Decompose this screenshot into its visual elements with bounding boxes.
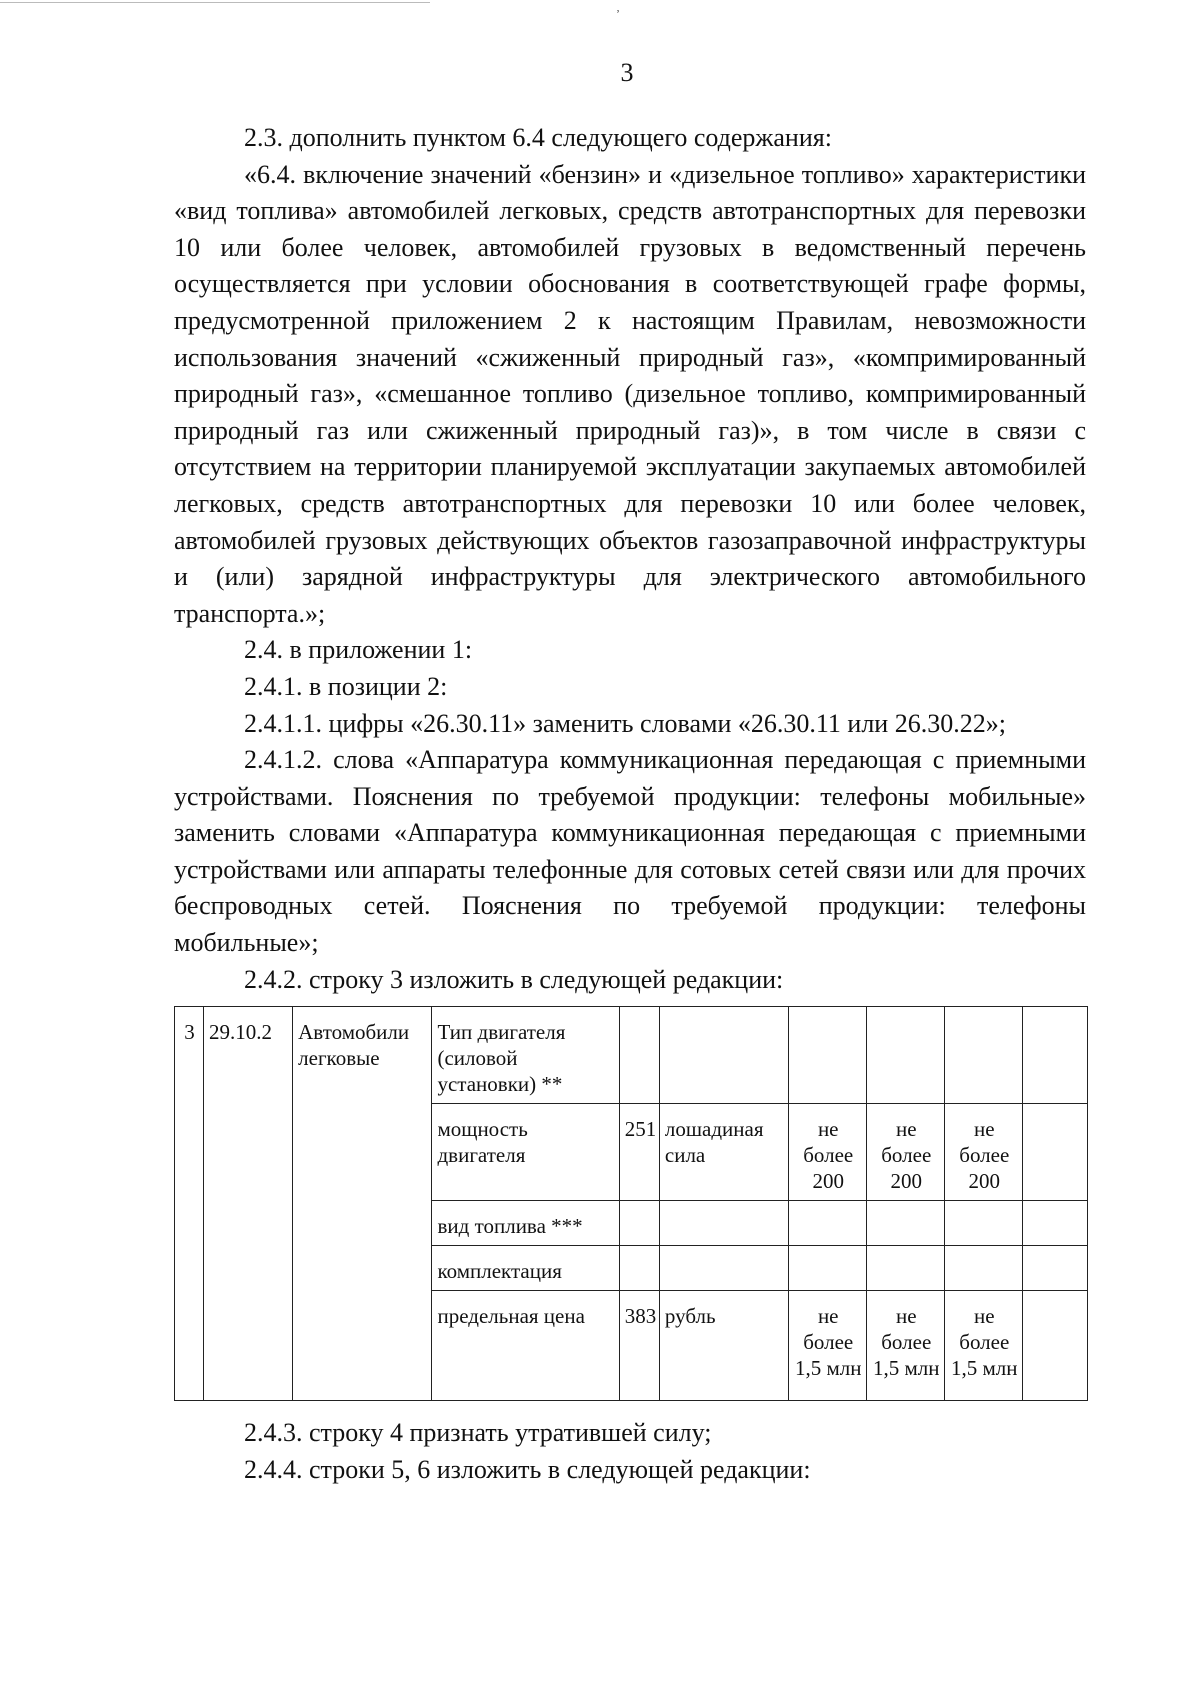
empty-cell <box>1023 1007 1088 1104</box>
unit-cell: рубль <box>659 1291 788 1401</box>
unit-cell <box>659 1246 788 1291</box>
paragraph-2-3: 2.3. дополнить пунктом 6.4 следующего содержания: <box>244 123 832 152</box>
paragraph-6-4: «6.4. включение значений «бензин» и «дизельное топливо» характеристики «вид топлива» автомобилей легковых, средств автотранспортных для перевозки 10 или более человек, автомобилей грузовых в ведомственный перечень осуществляется при условии обоснования в соответствующей графе формы, предусмотренной приложением 2 к настоящим Правилам, невозможности использования значений «сжиженный природный газ», «компримированный природный газ», «смешанное топливо (дизельное топливо, компримированный природный газ или сжиженный природный газ)», в том числе в связи с отсутствием на территории планируемой эксплуатации закупаемых автомобилей легковых, средств автотранспортных для перевозки 10 или более человек, автомобилей грузовых действующих объектов газозаправочной инфраструктуры и (или) зарядной инфраструктуры для электрического автомобильного транспорта.»; <box>174 159 1086 628</box>
row-number-cell: 3 <box>175 1007 204 1401</box>
replacement-table-row-3 <box>174 1006 1088 1401</box>
value-cell-1 <box>789 1201 867 1246</box>
value-cell-3 <box>945 1201 1023 1246</box>
value-cell-1 <box>789 1246 867 1291</box>
characteristic-cell: Тип двигателя (силовой установки) ** <box>432 1007 619 1104</box>
characteristic-cell: комплектация <box>432 1246 619 1291</box>
paragraph-2-4-1: 2.4.1. в позиции 2: <box>244 671 448 701</box>
okei-code-cell: 251 <box>619 1104 659 1201</box>
table-row <box>175 1007 1088 1104</box>
okei-code-cell: 383 <box>619 1291 659 1401</box>
page-number: 3 <box>620 58 634 87</box>
okei-code-cell <box>619 1007 659 1104</box>
paragraph-2-4-2: 2.4.2. строку 3 изложить в следующей редакции: <box>244 964 784 994</box>
characteristic-cell: предельная цена <box>432 1291 619 1401</box>
empty-cell <box>1023 1104 1088 1201</box>
okpd2-code-cell: 29.10.2 <box>203 1007 292 1401</box>
value-cell-1 <box>789 1007 867 1104</box>
value-cell-3: не более 200 <box>945 1104 1023 1201</box>
product-name-cell: Автомобили легковые <box>293 1007 432 1401</box>
unit-cell: лошадиная сила <box>659 1104 788 1201</box>
value-cell-1: не более 1,5 млн <box>789 1291 867 1401</box>
value-cell-3 <box>945 1246 1023 1291</box>
paragraph-2-4-3: 2.4.3. строку 4 признать утратившей силу; <box>244 1418 712 1448</box>
paragraph-2-4: 2.4. в приложении 1: <box>244 635 473 665</box>
value-cell-3 <box>945 1007 1023 1104</box>
document-body <box>174 120 1086 1488</box>
paragraph-2-4-4: 2.4.4. строки 5, 6 изложить в следующей редакции: <box>244 1454 811 1484</box>
value-cell-2: не более 200 <box>867 1104 945 1201</box>
paragraph-2-4-1-2: 2.4.1.2. слова «Аппаратура коммуникационная передающая с приемными устройствами. Пояснения по требуемой продукции: телефоны мобильные» заменить словами «Аппаратура коммуникационная передающая с приемными устройствами или аппараты телефонные для сотовых сетей связи или для прочих беспроводных сетей. Пояснения по требуемой продукции: телефоны мобильные»; <box>174 745 1086 958</box>
empty-cell <box>1023 1246 1088 1291</box>
scan-mark: ‚ <box>616 0 620 14</box>
value-cell-2: не более 1,5 млн <box>867 1291 945 1401</box>
value-cell-2 <box>867 1246 945 1291</box>
okei-code-cell <box>619 1201 659 1246</box>
characteristic-cell: вид топлива *** <box>432 1201 619 1246</box>
paragraph-2-4-1-1: 2.4.1.1. цифры «26.30.11» заменить словами «26.30.11 или 26.30.22»; <box>244 708 1006 738</box>
unit-cell <box>659 1007 788 1104</box>
value-cell-2 <box>867 1007 945 1104</box>
empty-cell <box>1023 1291 1088 1401</box>
unit-cell <box>659 1201 788 1246</box>
value-cell-3: не более 1,5 млн <box>945 1291 1023 1401</box>
characteristic-cell: мощность двигателя <box>432 1104 619 1201</box>
value-cell-1: не более 200 <box>789 1104 867 1201</box>
okei-code-cell <box>619 1246 659 1291</box>
value-cell-2 <box>867 1201 945 1246</box>
empty-cell <box>1023 1201 1088 1246</box>
scan-edge-line <box>0 2 430 3</box>
